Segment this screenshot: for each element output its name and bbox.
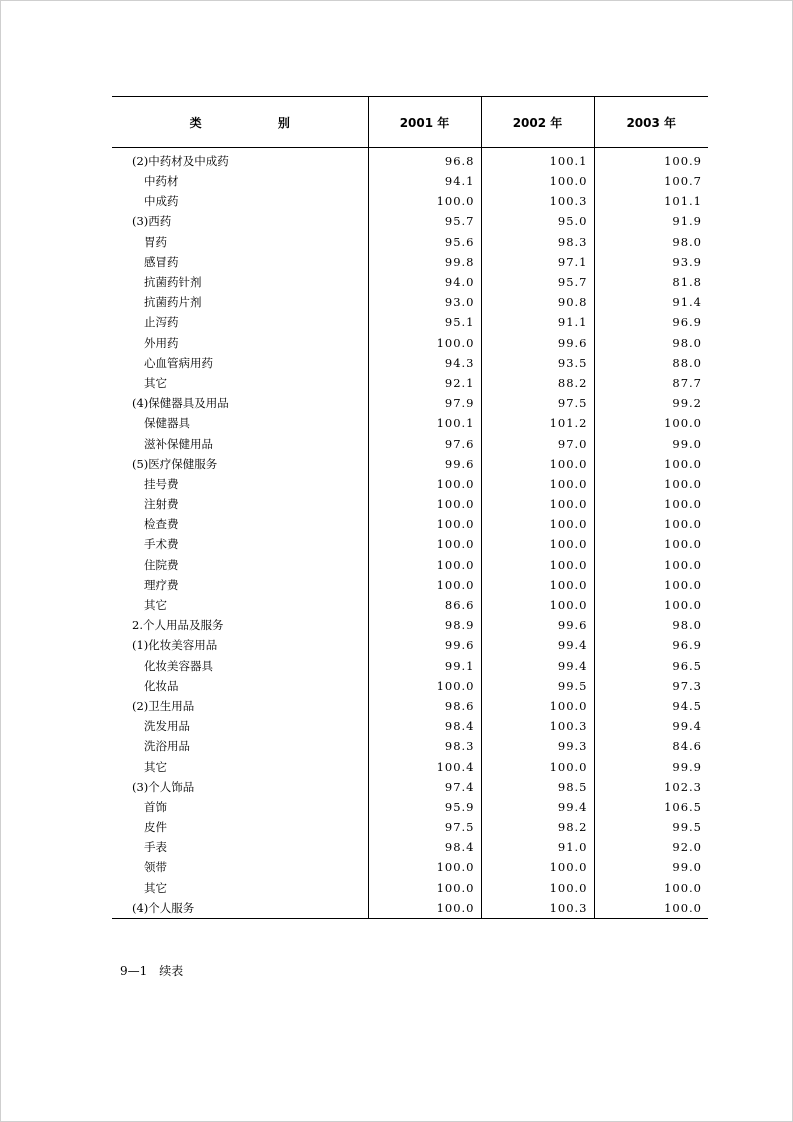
row-category-label: 皮件 [144,820,167,835]
cell-2001: 100.0 [368,474,481,494]
cell-2002: 91.0 [481,837,594,857]
cell-2003: 100.0 [594,413,708,433]
cell-2002: 91.1 [481,312,594,332]
row-category-label: 化妆品 [144,678,179,693]
table-row [112,534,708,554]
row-category-label: 其它 [144,759,167,774]
cell-2003: 91.9 [594,211,708,231]
cell-2002: 95.0 [481,211,594,231]
table-body [112,148,708,919]
cell-2001: 98.3 [368,736,481,756]
row-category-label: 检查费 [144,517,179,532]
row-category-label: (3)西药 [132,214,172,229]
cell-2002: 97.1 [481,252,594,272]
cell-2003: 93.9 [594,252,708,272]
table-row [112,575,708,595]
cell-2002: 101.2 [481,413,594,433]
cell-2002: 95.7 [481,272,594,292]
cell-2002: 99.6 [481,333,594,353]
row-category-label: (2)卫生用品 [132,698,195,713]
row-category-label: 住院费 [144,557,179,572]
cell-2001: 100.4 [368,756,481,776]
table-row [112,171,708,191]
row-category-label: 挂号费 [144,476,179,491]
row-category-label: 外用药 [144,335,179,350]
cell-2001: 95.7 [368,211,481,231]
table-row [112,656,708,676]
cell-2003: 100.0 [594,575,708,595]
table-row [112,148,708,172]
row-category-label: 洗浴用品 [144,739,190,754]
row-category-label: 抗菌药片剂 [144,295,202,310]
table-row [112,797,708,817]
table-row [112,817,708,837]
row-category-label: 首饰 [144,799,167,814]
cell-2002: 100.0 [481,514,594,534]
row-category-label: 领带 [144,860,167,875]
row-category-label: 中药材 [144,174,179,189]
cell-2002: 99.3 [481,736,594,756]
cell-2001: 98.9 [368,615,481,635]
cell-2003: 96.9 [594,312,708,332]
cell-2002: 100.0 [481,534,594,554]
cell-2002: 100.0 [481,595,594,615]
table-row [112,413,708,433]
cell-2002: 98.2 [481,817,594,837]
cell-2003: 98.0 [594,232,708,252]
cell-2003: 92.0 [594,837,708,857]
table-row [112,373,708,393]
table-row [112,454,708,474]
cell-2003: 97.3 [594,676,708,696]
cell-2001: 99.6 [368,635,481,655]
cell-2002: 99.4 [481,797,594,817]
cell-2001: 95.9 [368,797,481,817]
cell-2001: 100.0 [368,514,481,534]
cell-2003: 100.0 [594,534,708,554]
table-row [112,353,708,373]
cell-2002: 100.0 [481,696,594,716]
row-category-label: 洗发用品 [144,719,190,734]
cell-2001: 99.1 [368,656,481,676]
table-row [112,676,708,696]
table-row [112,878,708,898]
row-category-label: 理疗费 [144,577,179,592]
cell-2001: 98.6 [368,696,481,716]
table-row [112,777,708,797]
cell-2001: 100.0 [368,191,481,211]
row-category-label: 滋补保健用品 [144,436,213,451]
cell-2003: 99.5 [594,817,708,837]
cell-2001: 94.1 [368,171,481,191]
cell-2003: 100.0 [594,878,708,898]
row-category-label: 其它 [144,880,167,895]
cell-2001: 97.6 [368,433,481,453]
cell-2002: 100.0 [481,494,594,514]
table-row [112,252,708,272]
cell-2001: 94.0 [368,272,481,292]
row-category-label: 保健器具 [144,416,190,431]
price-index-table [112,96,708,919]
table-row [112,716,708,736]
cell-2002: 100.1 [481,148,594,172]
table-row [112,272,708,292]
cell-2003: 100.9 [594,148,708,172]
cell-2001: 99.8 [368,252,481,272]
cell-2001: 100.0 [368,878,481,898]
cell-2003: 100.0 [594,454,708,474]
cell-2002: 99.5 [481,676,594,696]
table-row [112,232,708,252]
cell-2001: 100.0 [368,534,481,554]
row-category-label: (2)中药材及中成药 [132,154,229,168]
row-category-label: 手术费 [144,537,179,552]
table-row [112,595,708,615]
table-continuation-label: 9—1 续表 [120,964,184,978]
table-row [112,312,708,332]
cell-2002: 100.0 [481,756,594,776]
cell-2001: 86.6 [368,595,481,615]
table-row [112,898,708,919]
table-row [112,615,708,635]
cell-2002: 99.4 [481,656,594,676]
cell-2003: 96.9 [594,635,708,655]
cell-2001: 97.9 [368,393,481,413]
cell-2003: 100.0 [594,898,708,919]
row-category-label: 感冒药 [144,254,179,269]
cell-2001: 95.6 [368,232,481,252]
cell-2002: 100.3 [481,191,594,211]
cell-2002: 100.0 [481,857,594,877]
table-row [112,736,708,756]
cell-2002: 93.5 [481,353,594,373]
cell-2002: 99.4 [481,635,594,655]
row-category-label: (3)个人饰品 [132,779,195,794]
table-row [112,837,708,857]
table-row [112,756,708,776]
cell-2003: 98.0 [594,615,708,635]
cell-2003: 84.6 [594,736,708,756]
cell-2003: 98.0 [594,333,708,353]
cell-2001: 95.1 [368,312,481,332]
table-header [112,97,708,148]
cell-2003: 100.0 [594,595,708,615]
row-category-label: (5)医疗保健服务 [132,456,218,471]
table-row [112,474,708,494]
cell-2001: 98.4 [368,716,481,736]
cell-2003: 99.0 [594,857,708,877]
row-category-label: 胃药 [144,234,167,249]
cell-2003: 94.5 [594,696,708,716]
table-row [112,393,708,413]
cell-2002: 100.0 [481,555,594,575]
cell-2003: 100.7 [594,171,708,191]
column-header-2002: 2002 年 [481,97,594,148]
row-category-label: (4)个人服务 [112,898,368,919]
table-row [112,433,708,453]
cell-2001: 100.0 [368,676,481,696]
table-row [112,494,708,514]
row-category-label: 注射费 [144,497,179,512]
row-category-label: 中成药 [144,194,179,209]
row-category-label: (4)保健器具及用品 [132,396,229,411]
table-row [112,857,708,877]
cell-2003: 99.4 [594,716,708,736]
cell-2003: 96.5 [594,656,708,676]
cell-2001: 93.0 [368,292,481,312]
table-row [112,514,708,534]
cell-2001: 100.0 [368,494,481,514]
cell-2001: 96.8 [368,148,481,172]
cell-2001: 98.4 [368,837,481,857]
cell-2003: 102.3 [594,777,708,797]
table-row [112,635,708,655]
cell-2003: 100.0 [594,494,708,514]
column-header-category: 类 别 [112,97,368,148]
cell-2002: 98.5 [481,777,594,797]
row-category-label: 心血管病用药 [144,355,213,370]
row-category-label: 其它 [144,375,167,390]
cell-2001: 92.1 [368,373,481,393]
cell-2001: 100.0 [368,898,481,919]
row-category-label: 抗菌药针剂 [144,275,202,290]
row-category-label: 化妆美容器具 [144,658,213,673]
cell-2003: 91.4 [594,292,708,312]
cell-2003: 100.0 [594,474,708,494]
table-row [112,696,708,716]
table-row [112,333,708,353]
cell-2001: 97.5 [368,817,481,837]
cell-2002: 100.3 [481,898,594,919]
cell-2003: 87.7 [594,373,708,393]
cell-2002: 100.0 [481,878,594,898]
row-category-label: (1)化妆美容用品 [132,638,218,653]
cell-2003: 99.0 [594,433,708,453]
cell-2001: 100.0 [368,333,481,353]
cell-2002: 88.2 [481,373,594,393]
cell-2003: 88.0 [594,353,708,373]
table-row [112,292,708,312]
table-row [112,211,708,231]
row-category-label: 2.个人用品及服务 [132,618,224,633]
cell-2002: 100.0 [481,474,594,494]
cell-2003: 100.0 [594,555,708,575]
cell-2002: 98.3 [481,232,594,252]
row-category-label: 手表 [144,840,167,855]
cell-2003: 100.0 [594,514,708,534]
cell-2001: 100.0 [368,575,481,595]
row-category-label: 其它 [144,598,167,613]
cell-2003: 99.2 [594,393,708,413]
cell-2001: 100.1 [368,413,481,433]
cell-2002: 100.0 [481,171,594,191]
cell-2002: 97.0 [481,433,594,453]
cell-2002: 90.8 [481,292,594,312]
table-row [112,191,708,211]
cell-2001: 94.3 [368,353,481,373]
column-header-2003: 2003 年 [594,97,708,148]
row-category-label: 止泻药 [144,315,179,330]
cell-2003: 101.1 [594,191,708,211]
column-header-2001: 2001 年 [368,97,481,148]
cell-2002: 99.6 [481,615,594,635]
table-row [112,555,708,575]
cell-2002: 100.0 [481,575,594,595]
cell-2003: 106.5 [594,797,708,817]
cell-2002: 100.3 [481,716,594,736]
cell-2002: 100.0 [481,454,594,474]
cell-2001: 100.0 [368,555,481,575]
cell-2002: 97.5 [481,393,594,413]
cell-2001: 99.6 [368,454,481,474]
cell-2003: 81.8 [594,272,708,292]
cell-2003: 99.9 [594,756,708,776]
header-row [112,97,708,148]
cell-2001: 100.0 [368,857,481,877]
cell-2001: 97.4 [368,777,481,797]
